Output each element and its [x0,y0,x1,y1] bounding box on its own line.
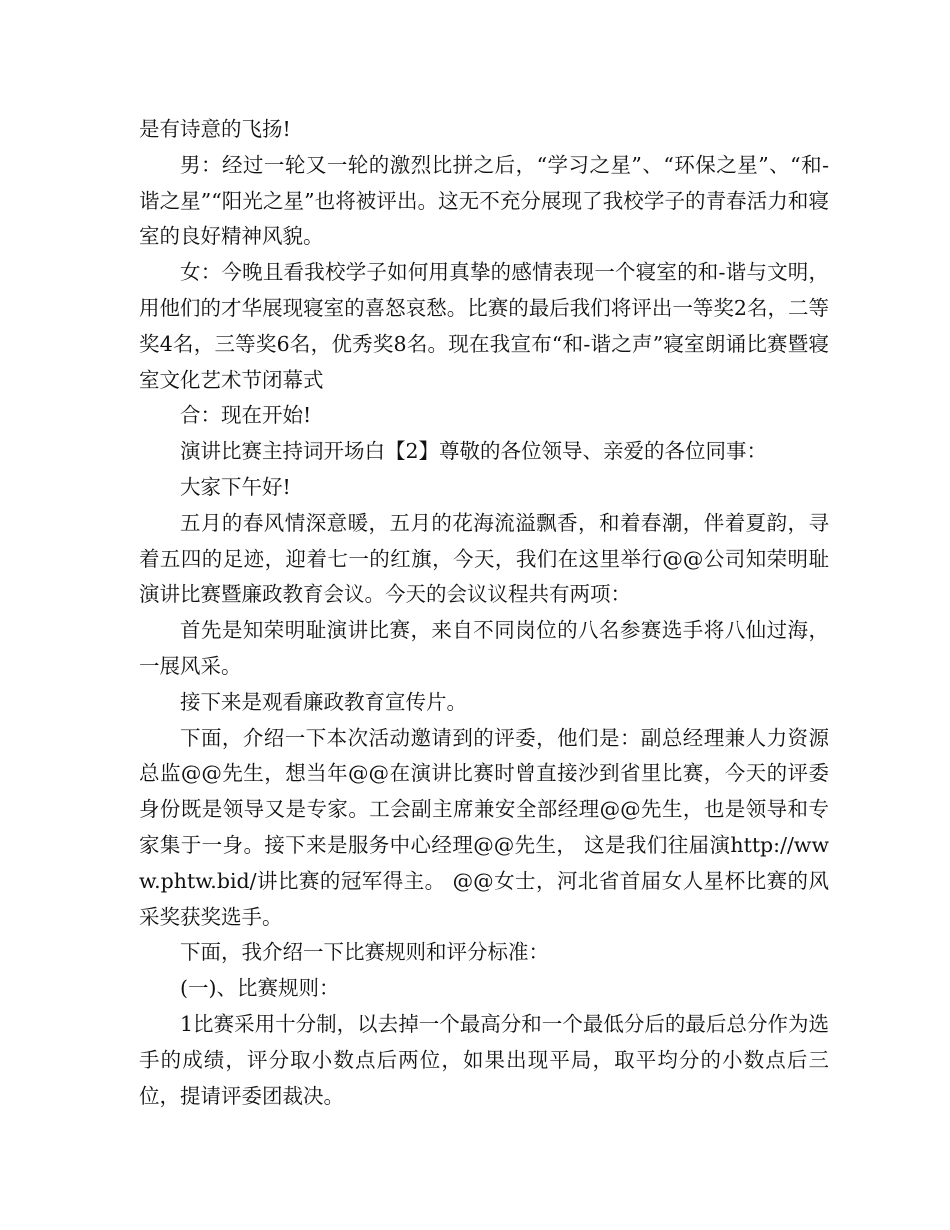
paragraph-rules-intro: 下面，我介绍一下比赛规则和评分标准： [180,940,549,965]
paragraph-agenda-first: 首先是知荣明耻演讲比赛，来自不同岗位的八名参赛选手将八仙过海，一展风采。 [139,618,829,678]
paragraph-rule-1: 1比赛采用十分制，以去掉一个最高分和一个最低分后的最后总分作为选手的成绩，评分取小数点后两位，如果出现平局，取平均分的小数点后三位，提请评委团裁决。 [139,1011,829,1108]
paragraph-section-heading: 演讲比赛主持词开场白【2】尊敬的各位领导、亲爱的各位同事： [180,439,768,464]
paragraph-male-host: 男：经过一轮又一轮的激烈比拼之后，“学习之星”、“环保之星”、“和-谐之星”“阳光之星”也将被评出。这无不充分展现了我校学子的青春活力和寝室的良好精神风貌。 [139,152,829,249]
document-body [139,112,829,1114]
paragraph-together: 合：现在开始! [180,403,312,428]
paragraph-agenda-second: 接下来是观看廉政教育宣传片。 [180,689,467,714]
paragraph-continuation: 是有诗意的飞扬! [139,117,291,141]
paragraph-judges: 下面，介绍一下本次活动邀请到的评委，他们是：副总经理兼人力资源总监@@先生，想当年@@在演讲比赛时曾直接沙到省里比赛，今天的评委身份既是领导又是专家。工会副主席兼安全部经理@@先生，也是领导和专家集于一身。接下来是服务中心经理@@先生， 这是我们往届演http://www.phtw.bid/讲比赛的冠军得主。 @@女士，河北省首届女人星杯比赛的风采奖获奖选手。 [139,725,829,929]
paragraph-opening: 五月的春风情深意暖，五月的花海流溢飘香，和着春潮，伴着夏韵，寻着五四的足迹，迎着七一的红旗，今天，我们在这里举行@@公司知荣明耻演讲比赛暨廉政教育会议。今天的会议议程共有两项： [139,510,829,607]
paragraph-greeting: 大家下午好! [180,474,291,499]
paragraph-female-host: 女：今晚且看我校学子如何用真挚的感情表现一个寝室的和-谐与文明，用他们的才华展现寝室的喜怒哀愁。比赛的最后我们将评出一等奖2名，二等奖4名，三等奖6名，优秀奖8名。现在我宣布“和-谐之声”寝室朗诵比赛暨寝室文化艺术节闭幕式 [139,260,829,392]
paragraph-rules-heading: (一)、比赛规则： [180,976,340,1001]
